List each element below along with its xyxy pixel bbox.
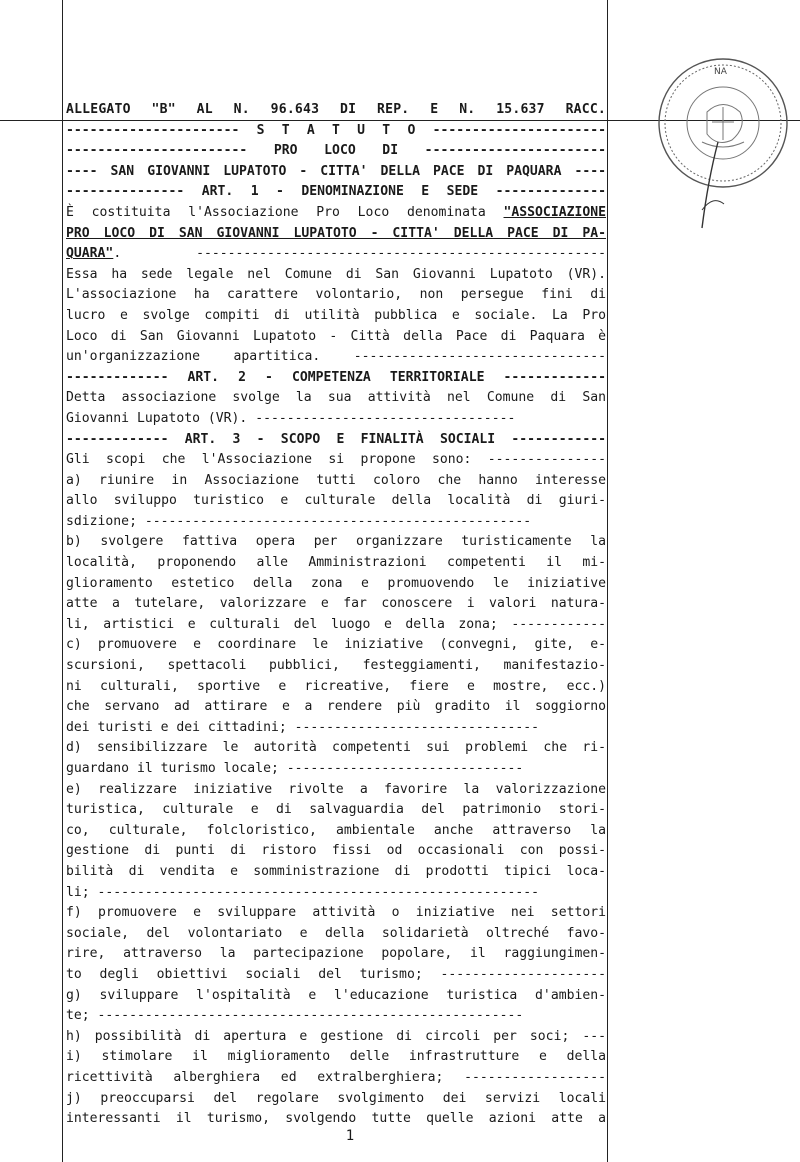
statute-text — [66, 121, 606, 1130]
text-line: un'organizzazione apartitica. -------------------------------- — [66, 349, 606, 365]
document-header: ALLEGATO "B" AL N. 96.643 DI REP. E N. 15.637 RACC. — [66, 102, 606, 117]
text-line: glioramento estetico della zona e promuovendo le iniziative — [66, 575, 606, 591]
text-line: L'associazione ha carattere volontario, non persegue fini di — [66, 287, 606, 303]
text-line: ricettività alberghiera ed extralberghiera; ------------------ — [66, 1069, 606, 1085]
text-line: --------------- ART. 1 - DENOMINAZIONE E SEDE -------------- — [66, 184, 606, 200]
text-line: interessanti il turismo, svolgendo tutte quelle azioni atte a — [66, 1111, 606, 1127]
text-line: h) possibilità di apertura e gestione di circoli per soci; --- — [66, 1028, 606, 1044]
text-line: c) promuovere e coordinare le iniziative (convegni, gite, e- — [66, 637, 606, 653]
left-margin-rule — [62, 0, 63, 1162]
signature-stroke — [688, 140, 728, 230]
page-number: 1 — [345, 1128, 355, 1144]
text-line: i) stimolare il miglioramento delle infrastrutture e della — [66, 1049, 606, 1065]
text-line: località, proponendo alle Amministrazioni competenti il mi- — [66, 555, 606, 571]
right-margin-rule — [607, 0, 608, 1162]
text-line: e) realizzare iniziative rivolte a favorire la valorizzazione — [66, 781, 606, 797]
text-line: lucro e svolge compiti di utilità pubblica e sociale. La Pro — [66, 307, 606, 323]
text-line: Essa ha sede legale nel Comune di San Giovanni Lupatoto (VR). — [66, 266, 606, 282]
text-line: rire, attraverso la partecipazione popolare, il raggiungimen- — [66, 946, 606, 962]
text-line: dei turisti e dei cittadini; ------------------------------- — [66, 719, 539, 735]
text-line: turistica, culturale e di salvaguardia del patrimonio stori- — [66, 802, 606, 818]
text-line: È costituita l'Associazione Pro Loco denominata "ASSOCIAZIONE — [66, 204, 606, 220]
text-line: Loco di San Giovanni Lupatoto - Città della Pace di Paquara è — [66, 328, 606, 344]
text-line: li, artistici e culturali del luogo e della zona; ------------ — [66, 616, 606, 632]
text-line: b) svolgere fattiva opera per organizzare turisticamente la — [66, 534, 606, 550]
text-line: j) preoccuparsi del regolare svolgimento dei servizi locali — [66, 1090, 606, 1106]
text-line: ----------------------- PRO LOCO DI ----------------------- — [66, 143, 606, 159]
text-line: scursioni, spettacoli pubblici, festeggiamenti, manifestazio- — [66, 658, 606, 674]
text-line: bilità di vendita e somministrazione di prodotti tipici loca- — [66, 863, 606, 879]
text-line: guardano il turismo locale; ------------------------------ — [66, 761, 524, 776]
text-line: gestione di punti di ristoro fissi od occasionali con possi- — [66, 843, 606, 859]
text-line: g) sviluppare l'ospitalità e l'educazione turistica d'ambien- — [66, 987, 606, 1003]
text-line: Gli scopi che l'Associazione si propone sono: --------------- — [66, 452, 606, 468]
text-line: PRO LOCO DI SAN GIOVANNI LUPATOTO - CITTA' DELLA PACE DI PA- — [66, 225, 606, 241]
text-line: d) sensibilizzare le autorità competenti sui problemi che ri- — [66, 740, 606, 756]
text-line: Detta associazione svolge la sua attività nel Comune di San — [66, 390, 606, 406]
text-line: Giovanni Lupatoto (VR). --------------------------------- — [66, 410, 516, 426]
text-line: sdizione; ------------------------------------------------- — [66, 513, 532, 529]
text-line: ------------- ART. 2 - COMPETENZA TERRITORIALE ------------- — [66, 369, 606, 385]
text-line: ni culturali, sportive e ricreative, fiere e mostre, ecc.) — [66, 678, 606, 694]
text-line: co, culturale, folcloristico, ambientale anche attraverso la — [66, 822, 606, 838]
text-line: ---- SAN GIOVANNI LUPATOTO - CITTA' DELLA PACE DI PAQUARA ---- — [66, 163, 606, 179]
text-line: f) promuovere e sviluppare attività o iniziative nei settori — [66, 905, 606, 921]
document-body — [66, 100, 606, 1130]
text-line: ------------- ART. 3 - SCOPO E FINALITÀ SOCIALI ------------ — [66, 431, 606, 447]
text-line: li; -------------------------------------------------------- — [66, 884, 539, 900]
text-line: che servano ad attirare e a rendere più gradito il soggiorno — [66, 699, 606, 715]
text-line: QUARA". ---------------------------------------------------- — [66, 246, 606, 262]
text-line: sociale, del volontariato e della solidarietà oltreché favo- — [66, 925, 606, 941]
svg-text:NA: NA — [714, 67, 727, 77]
text-line: a) riunire in Associazione tutti coloro che hanno interesse — [66, 472, 606, 488]
text-line: allo sviluppo turistico e culturale della località di giuri- — [66, 493, 606, 509]
text-line: to degli obiettivi sociali del turismo; --------------------- — [66, 966, 606, 982]
text-line: ---------------------- S T A T U T O ---------------------- — [66, 122, 606, 138]
text-line: atte a tutelare, valorizzare e far conoscere i valori natura- — [66, 596, 606, 612]
text-line: te; ------------------------------------------------------ — [66, 1008, 524, 1024]
